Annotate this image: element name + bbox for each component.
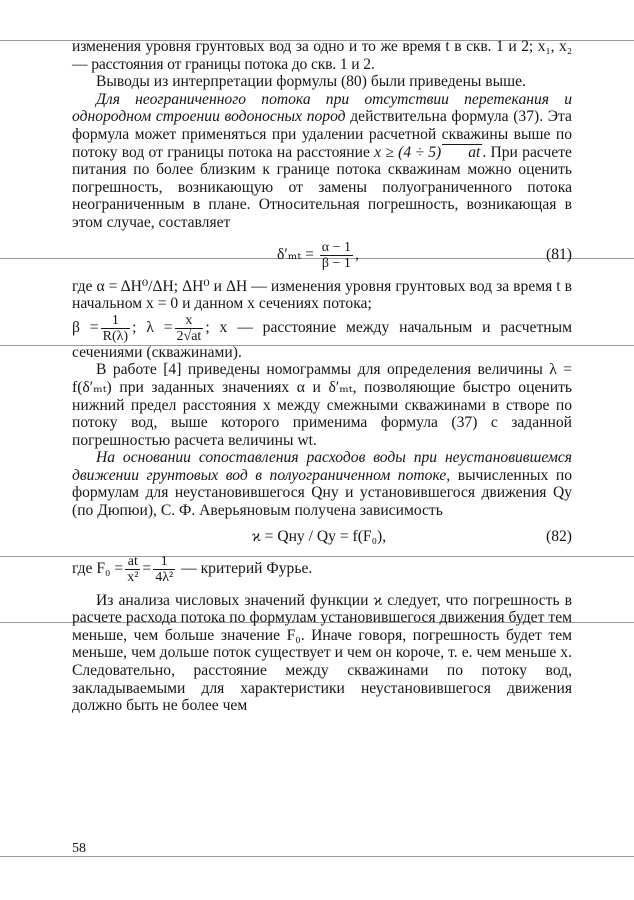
- paragraph-averyanov: На основании сопоставления расходов воды при неустановившемся движении грунтовых вод в полуограниченном потоке, вычисленных по формулам для неустановившегося Qну и установившегося движения Qу (по Дюпюи), С. Ф. Аверьяновым получена зависимость: [72, 449, 572, 520]
- paragraph-fourier: где F₀ = $\frac{at}{\text{x²}}$ = $\frac{1}{\text{4λ²}}$ — критерий Фурье.: [72, 553, 313, 585]
- formula-82-expression: ϰ = Qну / Qу = f(F₀),: [252, 527, 387, 545]
- paragraph-where-alpha: где α = ΔH⁰/ΔH; ΔH⁰ и ΔH — изменения уровня грунтовых вод за время t в начальном x = 0 и данном x сечениях потока; β = $\frac{1}{R(\lambda)}$ ; λ = $\frac{x}{2√at}$ ; x — расстояние между начальным и расчетным сечениями (скважинами).: [72, 277, 572, 361]
- beta-fraction: $\frac{1}{R(\lambda)}$: [102, 312, 129, 344]
- formula-81-number: (81): [546, 245, 572, 263]
- paragraph-conclusions: Выводы из интерпретации формулы (80) были приведены выше.: [96, 73, 526, 91]
- paragraph-unbounded-flow: Для неограниченного потока при отсутствии перетекания и однородном строении водоносных пород действительна формула (37). Эта формула может применяться при удалении расчетной скважины выше по потоку вод от границы потока на расстояние x ≥ (4 ÷ 5) at . При расчете питания по более близким к границе потока скважинам можно оценить погрешность, возникающую от замены полуограниченного потока неограниченным в плане. Относительная погрешность, возникающая в этом случае, составляет: [72, 90, 572, 231]
- formula-81: δ′ₘₜ = $\frac{\alpha - 1}{\beta - 1}$ , (81): [277, 239, 572, 271]
- lambda-fraction: $\frac{x}{2√at}$: [176, 312, 202, 344]
- page-body: [72, 38, 572, 715]
- scan-rule-bottom: [0, 856, 634, 857]
- fourier-fraction-1: $\frac{at}{\text{x²}}$: [127, 553, 139, 585]
- distance-condition: x ≥ (4 ÷ 5): [374, 143, 442, 161]
- paragraph-continuation: изменения уровня грунтовых вод за одно и то же время t в скв. 1 и 2; x₁, x₂ — расстояния от границы потока до скв. 1 и 2.: [72, 38, 572, 73]
- sqrt-at: at: [442, 144, 482, 160]
- paragraph-analysis: Из анализа числовых значений функции ϰ следует, что погрешность в расчете расхода потока по формулам установившегося движения будет тем меньше, чем больше значение F₀. Иначе говоря, погрешность будет тем меньше, чем дольше поток существует и чем он короче, т. е. чем меньше x. Следовательно, расстояние между скважинами по потоку вод, закладываемыми для характеристики неустановившегося движения должно быть не более чем: [72, 591, 572, 715]
- page-number: 58: [72, 841, 86, 856]
- italic-lead: На основании сопоставления расходов воды при неустановившемся движении грунтовых вод в полуограниченном потоке,: [72, 449, 572, 484]
- italic-lead: Для неограниченного потока при отсутствии перетекания и однородном строении водоносных пород: [72, 90, 572, 126]
- fourier-fraction-2: $\frac{1}{\text{4λ²}}$: [155, 553, 174, 585]
- formula-81-fraction: $\frac{\alpha - 1}{\beta - 1}$: [321, 239, 352, 271]
- paragraph-nomograms: В работе [4] приведены номограммы для определения величины λ = f(δ′ₘₜ) при заданных значениях α и δ′ₘₜ, позволяющие быстро оценить нижний предел расстояния x между смежными скважинами в створе по потоку вод, выше которого применима формула (37) с заданной погрешностью расчета величины wt.: [72, 361, 572, 449]
- formula-82-number: (82): [546, 527, 572, 545]
- formula-82: [72, 520, 572, 554]
- formula-81-lhs: δ′ₘₜ =: [277, 245, 314, 263]
